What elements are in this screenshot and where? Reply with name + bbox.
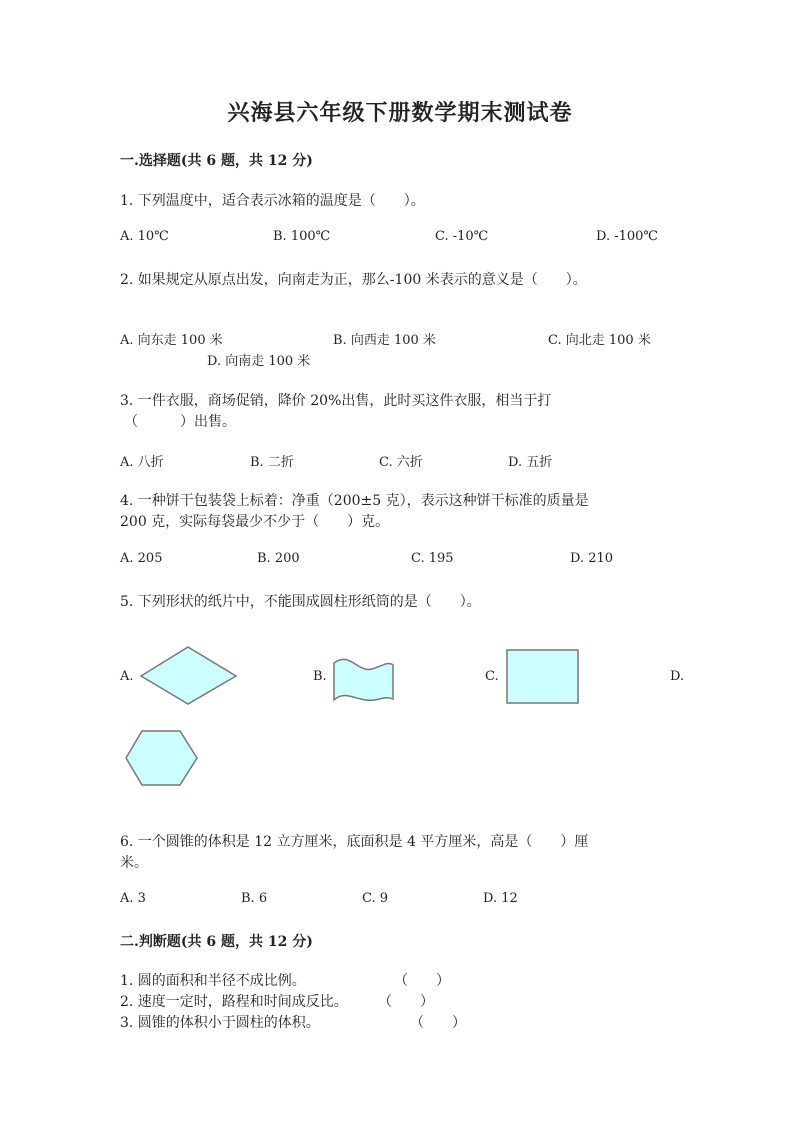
question-4-line-2: 200 克，实际每袋最少不少于（ ）克。 bbox=[120, 514, 390, 530]
rhombus-shape bbox=[140, 646, 238, 706]
judgement-item-2: 2. 速度一定时，路程和时间成反比。 bbox=[120, 994, 348, 1010]
judgement-blank-3[interactable]: （ ） bbox=[410, 1015, 466, 1031]
q1-option-a[interactable]: A. 10℃ bbox=[120, 229, 169, 244]
section-heading-choice: 一.选择题(共 6 题，共 12 分) bbox=[120, 153, 313, 169]
judgement-blank-2[interactable]: （ ） bbox=[378, 994, 434, 1010]
question-6-line-1: 6. 一个圆锥的体积是 12 立方厘米，底面积是 4 平方厘米，高是（ ）厘 bbox=[120, 834, 589, 850]
question-1: 1. 下列温度中，适合表示冰箱的温度是（ ）。 bbox=[120, 193, 425, 209]
hexagon-shape bbox=[124, 729, 200, 787]
judgement-item-3: 3. 圆锥的体积小于圆柱的体积。 bbox=[120, 1015, 320, 1031]
q5-option-c[interactable]: C. bbox=[485, 669, 499, 684]
q2-option-c[interactable]: C. 向北走 100 米 bbox=[548, 333, 651, 348]
question-3-line-2: （ ）出售。 bbox=[124, 414, 236, 430]
q6-option-a[interactable]: A. 3 bbox=[120, 891, 146, 906]
q5-option-a[interactable]: A. bbox=[120, 669, 134, 684]
section-heading-judgement: 二.判断题(共 6 题，共 12 分) bbox=[120, 934, 313, 950]
question-5: 5. 下列形状的纸片中，不能围成圆柱形纸筒的是（ ）。 bbox=[120, 594, 481, 610]
page-title: 兴海县六年级下册数学期末测试卷 bbox=[227, 100, 573, 126]
question-4-line-1: 4. 一种饼干包装袋上标着：净重（200±5 克），表示这种饼干标准的质量是 bbox=[120, 493, 589, 509]
q6-option-b[interactable]: B. 6 bbox=[241, 891, 268, 906]
q3-option-d[interactable]: D. 五折 bbox=[508, 455, 553, 470]
q3-option-c[interactable]: C. 六折 bbox=[379, 455, 423, 470]
q2-option-d[interactable]: D. 向南走 100 米 bbox=[207, 354, 311, 369]
q2-option-a[interactable]: A. 向东走 100 米 bbox=[120, 333, 223, 348]
q4-option-d[interactable]: D. 210 bbox=[570, 551, 614, 566]
judgement-item-1: 1. 圆的面积和半径不成比例。 bbox=[120, 973, 306, 989]
q1-option-d[interactable]: D. -100℃ bbox=[596, 229, 658, 244]
q5-option-d[interactable]: D. bbox=[670, 669, 685, 684]
q1-option-b[interactable]: B. 100℃ bbox=[273, 229, 331, 244]
question-2: 2. 如果规定从原点出发，向南走为正，那么-100 米表示的意义是（ ）。 bbox=[120, 272, 587, 288]
question-6-line-2: 米。 bbox=[120, 855, 148, 871]
q4-option-a[interactable]: A. 205 bbox=[120, 551, 163, 566]
q3-option-b[interactable]: B. 二折 bbox=[250, 455, 294, 470]
q2-option-b[interactable]: B. 向西走 100 米 bbox=[333, 333, 436, 348]
rectangle-shape bbox=[506, 649, 580, 705]
q6-option-c[interactable]: C. 9 bbox=[362, 891, 389, 906]
q5-option-b[interactable]: B. bbox=[313, 669, 327, 684]
q3-option-a[interactable]: A. 八折 bbox=[120, 455, 164, 470]
q4-option-c[interactable]: C. 195 bbox=[411, 551, 454, 566]
judgement-blank-1[interactable]: （ ） bbox=[394, 973, 450, 989]
q4-option-b[interactable]: B. 200 bbox=[257, 551, 300, 566]
wavy-sheet-shape bbox=[332, 655, 396, 705]
question-3-line-1: 3. 一件衣服，商场促销，降价 20%出售，此时买这件衣服，相当于打 bbox=[120, 393, 552, 409]
q6-option-d[interactable]: D. 12 bbox=[483, 891, 518, 906]
q1-option-c[interactable]: C. -10℃ bbox=[435, 229, 489, 244]
